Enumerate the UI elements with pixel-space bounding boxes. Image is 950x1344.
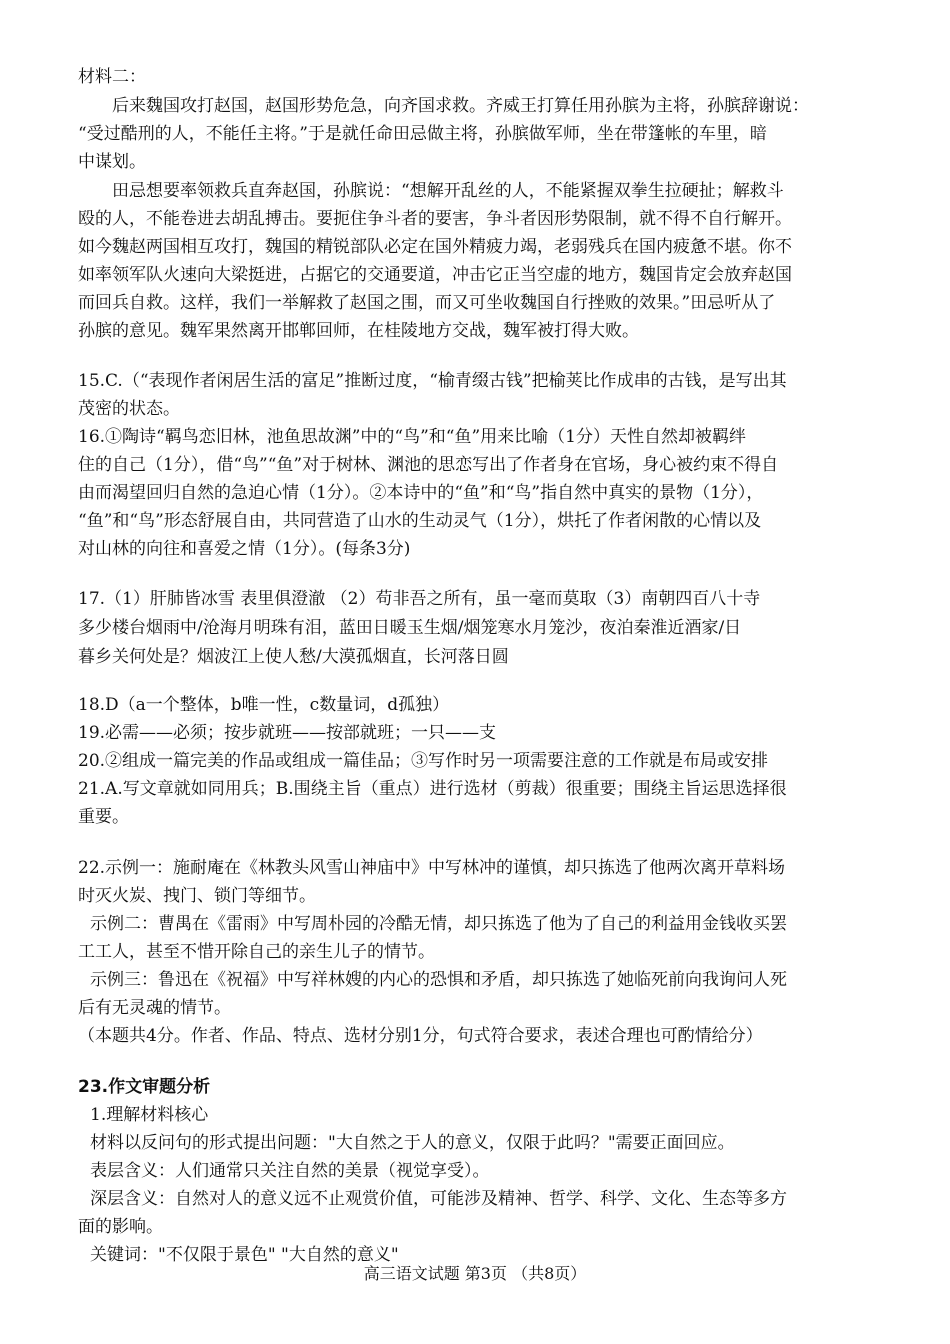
text-line: 材料以反问句的形式提出问题："大自然之于人的意义，仅限于此吗？"需要正面回应。 — [90, 1133, 735, 1153]
text-line: 时灭火炭、拽门、锁门等细节。 — [78, 886, 316, 906]
answer-21: 21.A.写文章就如同用兵；B.围绕主旨（重点）进行选材（剪裁）很重要；围绕主旨运思选择很 — [78, 779, 787, 799]
text-line: 由而渴望回归自然的急迫心情（1分）。②本诗中的“鱼”和“鸟”指自然中真实的景物（1分）， — [78, 483, 764, 503]
text-line: 关键词："不仅限于景色" "大自然的意义" — [90, 1245, 399, 1265]
text-line: 深层含义：自然对人的意义远不止观赏价值，可能涉及精神、哲学、科学、文化、生态等多方 — [90, 1189, 787, 1209]
page-footer: 高三语文试题 第3页 （共8页） — [363, 1264, 587, 1283]
text-line: 如率领军队火速向大梁挺进，占据它的交通要道，冲击它正当空虚的地方，魏国肯定会放弃赵国 — [78, 265, 792, 285]
answer-17: 17.（1）肝肺皆冰雪 表里俱澄澈 （2）苟非吾之所有，虽一毫而莫取（3）南朝四百八十寺 — [78, 589, 761, 609]
text-line: 示例二：曹禺在《雷雨》中写周朴园的冷酷无情，却只拣选了他为了自己的利益用金钱收买罢 — [90, 914, 787, 934]
text-line: 面的影响。 — [78, 1217, 163, 1237]
answer-18: 18.D（a一个整体，b唯一性，c数量词，d孤独） — [78, 695, 450, 715]
text-line: 表层含义：人们通常只关注自然的美景（视觉享受）。 — [90, 1161, 490, 1181]
answer-15: 15.C.（“表现作者闲居生活的富足”推断过度，“榆青缀古钱”把榆荚比作成串的古钱，是写出其 — [78, 371, 787, 391]
text-line: 多少楼台烟雨中/沧海月明珠有泪，蓝田日暖玉生烟/烟笼寒水月笼沙，夜泊秦淮近酒家/日 — [78, 618, 742, 638]
text-line: 如今魏赵两国相互攻打，魏国的精锐部队必定在国外精疲力竭，老弱残兵在国内疲惫不堪。你不 — [78, 237, 792, 257]
text-line: “鱼”和“鸟”形态舒展自由，共同营造了山水的生动灵气（1分），烘托了作者闲散的心情以及 — [78, 511, 762, 531]
text-line: 中谋划。 — [78, 152, 146, 172]
section-heading-23: 23.作文审题分析 — [78, 1077, 211, 1097]
scoring-note: （本题共4分。作者、作品、特点、选材分别1分，句式符合要求，表述合理也可酌情给分） — [78, 1026, 763, 1046]
text-line: 住的自己（1分），借“鸟”“鱼”对于树林、渊池的思恋写出了作者身在官场，身心被约束不得自 — [78, 455, 779, 475]
text-line: 暮乡关何处是？烟波江上使人愁/大漠孤烟直，长河落日圆 — [78, 647, 509, 667]
text-line: 后有无灵魂的情节。 — [78, 998, 231, 1018]
text-line: 示例三：鲁迅在《祝福》中写祥林嫂的内心的恐惧和矛盾，却只拣选了她临死前向我询问人死 — [90, 970, 787, 990]
text-line: 茂密的状态。 — [78, 399, 180, 419]
text-line: 工工人，甚至不惜开除自己的亲生儿子的情节。 — [78, 942, 435, 962]
answer-19: 19.必需——必须；按步就班——按部就班；一只——支 — [78, 723, 497, 743]
text-line: 后来魏国攻打赵国，赵国形势危急，向齐国求救。齐威王打算任用孙膑为主将，孙膑辞谢说： — [112, 96, 809, 116]
text-line: 殴的人，不能卷进去胡乱搏击。要扼住争斗者的要害，争斗者因形势限制，就不得不自行解开。 — [78, 209, 792, 229]
text-line: 而回兵自救。这样，我们一举解救了赵国之围，而又可坐收魏国自行挫败的效果。”田忌听从了 — [78, 293, 776, 313]
text-line: 材料二： — [78, 67, 146, 87]
answer-22: 22.示例一：施耐庵在《林教头风雪山神庙中》中写林冲的谨慎，却只拣选了他两次离开草料场 — [78, 858, 786, 878]
text-line: 对山林的向往和喜爱之情（1分）。(每条3分) — [78, 539, 411, 559]
answer-20: 20.②组成一篇完美的作品或组成一篇佳品；③写作时另一项需要注意的工作就是布局或安排 — [78, 751, 769, 771]
text-line: “受过酷刑的人，不能任主将。”于是就任命田忌做主将，孙膑做军师，坐在带篷帐的车里，暗 — [78, 124, 767, 144]
subheading: 1.理解材料核心 — [90, 1105, 209, 1125]
text-line: 重要。 — [78, 807, 129, 827]
text-line: 田忌想要率领救兵直奔赵国，孙膑说：“想解开乱丝的人，不能紧握双拳生拉硬扯；解救斗 — [112, 181, 784, 201]
text-line: 孙膑的意见。魏军果然离开邯郸回师，在桂陵地方交战，魏军被打得大败。 — [78, 321, 639, 341]
answer-16: 16.①陶诗“羁鸟恋旧林，池鱼思故渊”中的“鸟”和“鱼”用来比喻（1分）天性自然却被羁绊 — [78, 427, 746, 447]
